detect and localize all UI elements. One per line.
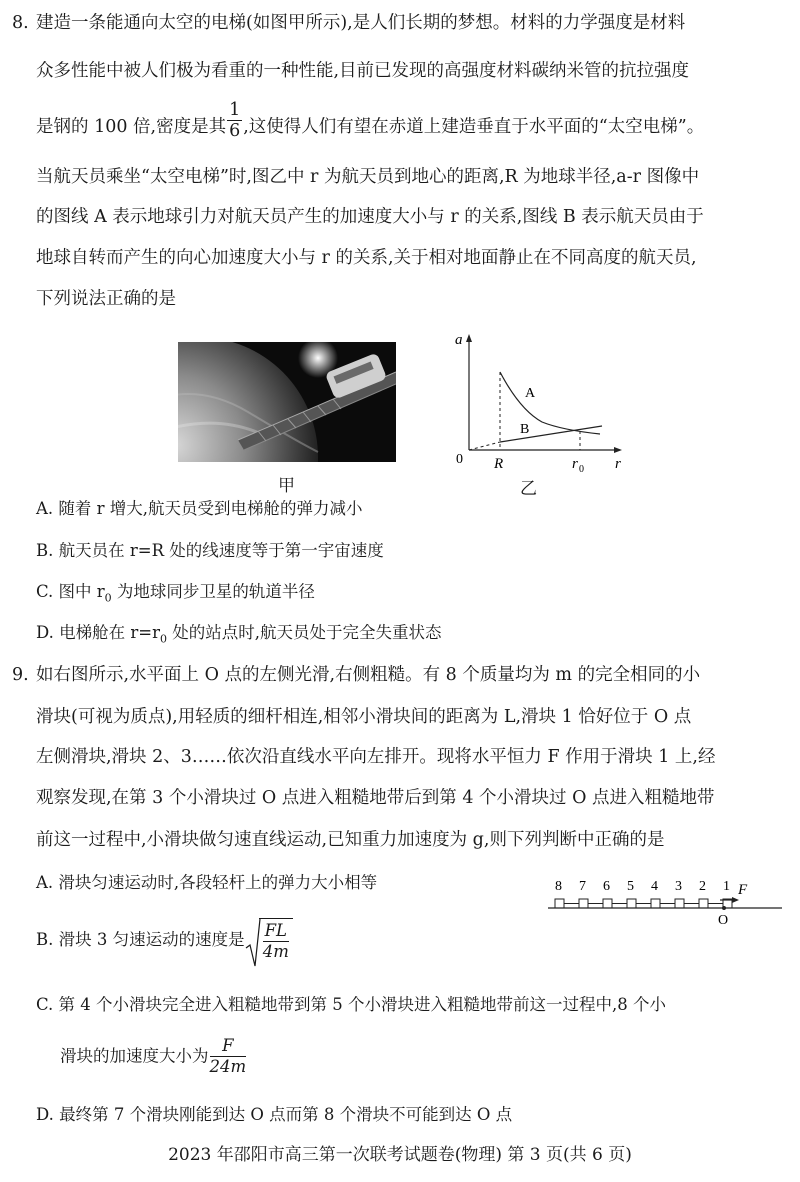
q8-text-5: 的图线 A 表示地球引力对航天员产生的加速度大小与 r 的关系,图线 B 表示航天员由于 [36,207,704,227]
q8-density-fraction: $\frac{1}{6}$ [229,100,241,141]
q8-option-b: B. 航天员在 r=R 处的线速度等于第一宇宙速度 [36,541,384,560]
q9-text-3: 左侧滑块,滑块 2、3……依次沿直线水平向左排开。现将水平恒力 F 作用于滑块 1 上,经 [36,747,716,767]
slider-label-5: 5 [627,879,634,894]
q9-text-5: 前这一过程中,小滑块做匀速直线运动,已知重力加速度为 g,则下列判断中正确的是 [36,830,665,850]
graph-y-label: a [455,332,463,348]
graph-r0-subscript: 0 [579,464,584,475]
q8-text-6: 地球自转而产生的向心加速度大小与 r 的关系,关于相对地面静止在不同高度的航天员, [36,248,697,268]
graph-x-arrow [614,447,622,453]
q9-option-b: B. 滑块 3 匀速运动的速度是 $\frac{FL}{4m}$ [36,918,293,970]
q8-option-c: C. 图中 $r_0$ 为地球同步卫星的轨道半径 [36,582,315,605]
q9-option-d: D. 最终第 7 个滑块刚能到达 O 点而第 8 个滑块不可能到达 O 点 [36,1105,513,1124]
slider-block-3 [675,899,684,908]
q8-number: 8. [12,13,29,33]
a-r-graph [452,330,632,490]
force-label: F [738,882,748,898]
slider-block-2 [699,899,708,908]
sliders-figure [548,874,788,934]
slider-label-6: 6 [603,879,610,894]
q9-option-a: A. 滑块匀速运动时,各段轻杆上的弹力大小相等 [36,873,378,892]
slider-block-6 [603,899,612,908]
slider-label-7: 7 [579,879,586,894]
sqrt-expression: $\frac{FL}{4m}$ [245,918,293,962]
q9-option-c-line2: 滑块的加速度大小为 $\frac{F}{24m}$ [60,1036,247,1076]
slider-block-8 [555,899,564,908]
graph-origin-label: 0 [456,452,463,467]
slider-label-3: 3 [675,879,682,894]
q8-option-d: D. 电梯舱在 $r=r_0$ 处的站点时,航天员处于完全失重状态 [36,623,442,646]
q8-text-3-post: ,这使得人们有望在赤道上建造垂直于水平面的“太空电梯”。 [243,117,705,137]
q9-text-1: 如右图所示,水平面上 O 点的左侧光滑,右侧粗糙。有 8 个质量均为 m 的完全相同的小 [36,665,701,685]
graph-curve-a-label: A [525,386,536,401]
slider-label-1: 1 [723,879,730,894]
slider-block-7 [579,899,588,908]
graph-curve-a [500,372,600,434]
q8-option-a: A. 随着 r 增大,航天员受到电梯舱的弹力减小 [36,499,363,518]
graph-x-label: r [615,456,621,472]
slider-block-5 [627,899,636,908]
page-footer: 2023 年邵阳市高三第一次联考试题卷(物理) 第 3 页(共 6 页) [168,1145,632,1165]
figure-jia-caption: 甲 [278,476,295,496]
figure-yi-caption: 乙 [520,479,537,499]
point-o-dot [722,906,726,910]
point-o-label: O [718,913,729,928]
acceleration-fraction: $\frac{F}{24m}$ [209,1036,247,1076]
q8-text-3-pre: 是钢的 100 倍,密度是其 [36,117,227,137]
graph-line-b [500,426,602,442]
q8-text-2: 众多性能中被人们极为看重的一种性能,目前已发现的高强度材料碳纳米管的抗拉强度 [36,61,690,81]
slider-label-8: 8 [555,879,562,894]
graph-r0-label: r [572,456,578,472]
graph-line-b-dashed [469,442,500,450]
q9-option-c-line1: C. 第 4 个小滑块完全进入粗糙地带到第 5 个小滑块进入粗糙地带前这一过程中,8 个小 [36,995,666,1014]
space-elevator-image [178,342,396,462]
q9-number: 9. [12,665,29,685]
slider-label-2: 2 [699,879,706,894]
graph-y-arrow [466,334,472,342]
slider-label-4: 4 [651,879,658,894]
q8-text-1: 建造一条能通向太空的电梯(如图甲所示),是人们长期的梦想。材料的力学强度是材料 [36,13,686,33]
graph-r-label: R [494,456,504,472]
graph-line-b-label: B [520,422,530,437]
q8-text-7: 下列说法正确的是 [36,289,176,309]
q8-text-4: 当航天员乘坐“太空电梯”时,图乙中 r 为航天员到地心的距离,R 为地球半径,a-r 图像中 [36,167,700,187]
q9-text-2: 滑块(可视为质点),用轻质的细杆相连,相邻小滑块间的距离为 L,滑块 1 恰好位于 O 点 [36,707,692,727]
slider-block-4 [651,899,660,908]
q9-text-4: 观察发现,在第 3 个小滑块过 O 点进入粗糙地带后到第 4 个小滑块过 O 点进入粗糙地带 [36,788,715,808]
